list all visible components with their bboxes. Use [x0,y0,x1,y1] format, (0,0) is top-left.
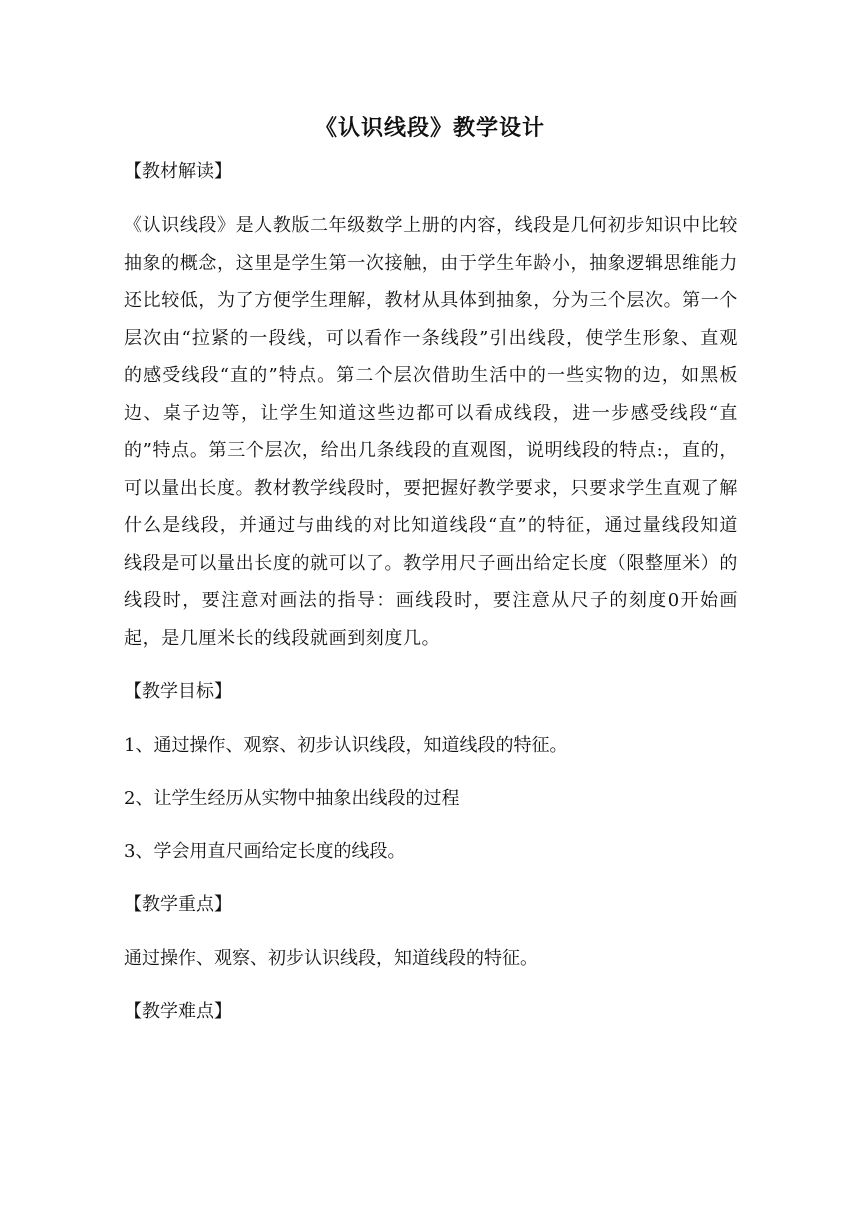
section-heading-material: 【教材解读】 [124,161,232,182]
document-body [124,153,738,1047]
section-heading-goals: 【教学目标】 [124,681,232,702]
key-point-text: 通过操作、观察、初步认识线段，知道线段的特征。 [124,948,538,969]
section-heading-difficulty: 【教学难点】 [124,1001,232,1022]
goal-item-3: 3、学会用直尺画给定长度的线段。 [124,841,406,862]
goal-item-2: 2、让学生经历从实物中抽象出线段的过程 [124,788,460,809]
material-paragraph: 《认识线段》是人教版二年级数学上册的内容，线段是几何初步知识中比较抽象的概念，这里是学生第一次接触，由于学生年龄小，抽象逻辑思维能力还比较低，为了方便学生理解，教材从具体到抽象，分为三个层次。第一个层次由“拉紧的一段线，可以看作一条线段”引出线段，使学生形象、直观的感受线段“直的”特点。第二个层次借助生活中的一些实物的边，如黑板边、桌子边等，让学生知道这些边都可以看成线段，进一步感受线段“直的”特点。第三个层次，给出几条线段的直观图，说明线段的特点:，直的，可以量出长度。教材教学线段时，要把握好教学要求，只要求学生直观了解什么是线段，并通过与曲线的对比知道线段“直”的特征，通过量线段知道线段是可以量出长度的就可以了。教学用尺子画出给定长度（限整厘米）的线段时，要注意对画法的指导：画线段时，要注意从尺子的刻度0开始画起，是几厘米长的线段就画到刻度几。 [124,215,738,649]
goal-item-1: 1、通过操作、观察、初步认识线段，知道线段的特征。 [124,735,568,756]
document-title: 《认识线段》教学设计 [314,115,545,141]
section-heading-key-point: 【教学重点】 [124,894,232,915]
